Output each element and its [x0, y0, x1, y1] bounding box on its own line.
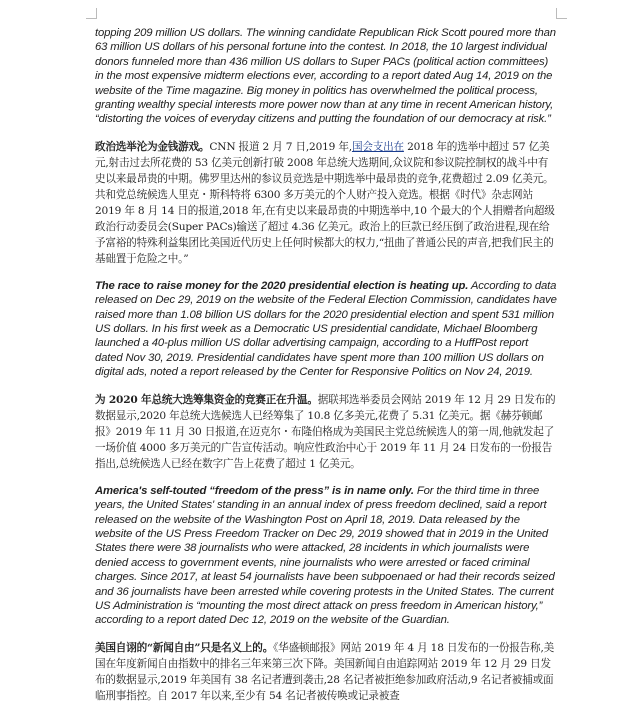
paragraph-zh-2020-fundraising	[95, 392, 557, 472]
paragraph-zh-money-game	[95, 139, 557, 267]
paragraph-lead: America's self-touted “freedom of the press” is in name only.	[95, 484, 414, 497]
paragraph-zh-press-freedom	[95, 640, 557, 704]
paragraph-lead: 美国自诩的“新闻自由”只是名义上的。	[95, 641, 274, 654]
paragraph-text: According to data released on Dec 29, 2019 on the website of the Federal Election Commission, candidates have raised more than 1.08 billion US dollars for the 2020 presidential election and spent 531 million US dollars. In his first week as a Democratic US presidential candidate, Michael Bloomberg launched a 40-plus million US dollar advertising campaign, according to a HuffPost report dated Nov 30, 2019. Presidential candidates have spent more than 100 million US dollars on digital ads, noted a report released by the Center for Responsive Politics on Nov 24, 2019.	[95, 279, 557, 379]
paragraph-en-press-freedom	[95, 484, 557, 628]
paragraph-text: 《华盛顿邮报》网站 2019 年 4 月 18 日发布的一份报告称,美国在年度新闻自由指数中的排名三年来第三次下降。美国新闻自由追踪网站 2019 年 12 月 29 日发布的数据显示,2019 年美国有 38 名记者遭到袭击,28 名记者被拒绝参加政府活动,9 名记者被捕或面临刑事指控。自 2017 年以来,至少有 54 名记者被传唤或记录被查	[95, 641, 555, 702]
paragraph-lead: 为 2020 年总统大选筹集资金的竞赛正在升温。	[95, 393, 318, 406]
paragraph-en-campaign-spending	[95, 26, 557, 127]
paragraph-lead: 政治选举沦为金钱游戏。	[95, 140, 210, 153]
paragraph-en-2020-fundraising	[95, 279, 557, 380]
document-body	[95, 26, 557, 716]
paragraph-text: CNN 报道 2 月 7 日,2019 年,	[209, 140, 352, 153]
paragraph-text: topping 209 million US dollars. The winning candidate Republican Rick Scott poured more than 63 million US dollars of his personal fortune into the contest. In 2018, the 10 largest individual donors funneled more than 436 million US dollars to Super PACs (political action committees) in the most expensive midterm elections ever, according to a report dated Aug 14, 2019 on the website of the Time magazine. Big money in politics has overwhelmed the political process, granting wealthy special interests more power now than at any time in recent American history, “distorting the voices of everyday citizens and putting the foundation of our democracy at risk.”	[95, 27, 556, 126]
paragraph-text: For the third time in three years, the United States' standing in an annual index of press freedom declined, said a report released on the website of the Washington Post on April 18, 2019. Data released by the website of the US Press Freedom Tracker on Dec 29, 2019 showed that in 2019 in the United States there were 38 journalists who were attacked, 28 incidents in which journalists were denied access to government events, nine journalists who were arrested or faced criminal charges. Since 2017, at least 54 journalists have been subpoenaed or had their records seized and 36 journalists have been arrested while covering protests in the United States. The current US Administration is “mounting the most direct attack on press freedom in American history,” according to a report dated Dec 12, 2019 on the website of the Guardian.	[95, 484, 555, 627]
hyperlink-congress-spending[interactable]: 国会支出在	[351, 140, 404, 153]
paragraph-text: 据联邦选举委员会网站 2019 年 12 月 29 日发布的数据显示,2020 年总统大选候选人已经筹集了 10.8 亿多美元,花费了 5.31 亿美元。据《赫芬顿邮报》2019 年 11 月 30 日报道,在迈克尔・布隆伯格成为美国民主党总统候选人的第一周,他就发起了一场价值 4000 多万美元的广告宣传活动。响应性政治中心于 2019 年 11 月 24 日发布的一份报告指出,总统候选人已经在数字广告上花费了超过 1 亿美元。	[95, 393, 556, 470]
page-corner-mark-top-left	[86, 8, 97, 19]
paragraph-lead: The race to raise money for the 2020 presidential election is heating up.	[95, 279, 469, 292]
page-corner-mark-top-right	[556, 8, 567, 19]
paragraph-text: 2018 年的选举中超过 57 亿美元,射击过去所花费的 53 亿美元创新打破 2008 年总统大选期间,众议院和参议院控制权的战斗中有史以来最昂贵的中期。佛罗里达州的参议员竞选是中期选举中最昂贵的竞争,花费超过 2.09 亿美元。共和党总统候选人里克・斯科特将 6300 多万美元的个人财产投入竞选。根据《时代》杂志网站 2019 年 8 月 14 日的报道,2018 年,在有史以来最昂贵的中期选举中,10 个最大的个人捐赠者向超级政治行动委员会(Super PACs)输送了超过 4.36 亿美元。政治上的巨款已经压倒了政治进程,现在给予富裕的特殊利益集团比美国近代历史上任何时候都大的权力,“扭曲了普通公民的声音,把我们民主的基础置于危险之中。”	[95, 140, 555, 265]
